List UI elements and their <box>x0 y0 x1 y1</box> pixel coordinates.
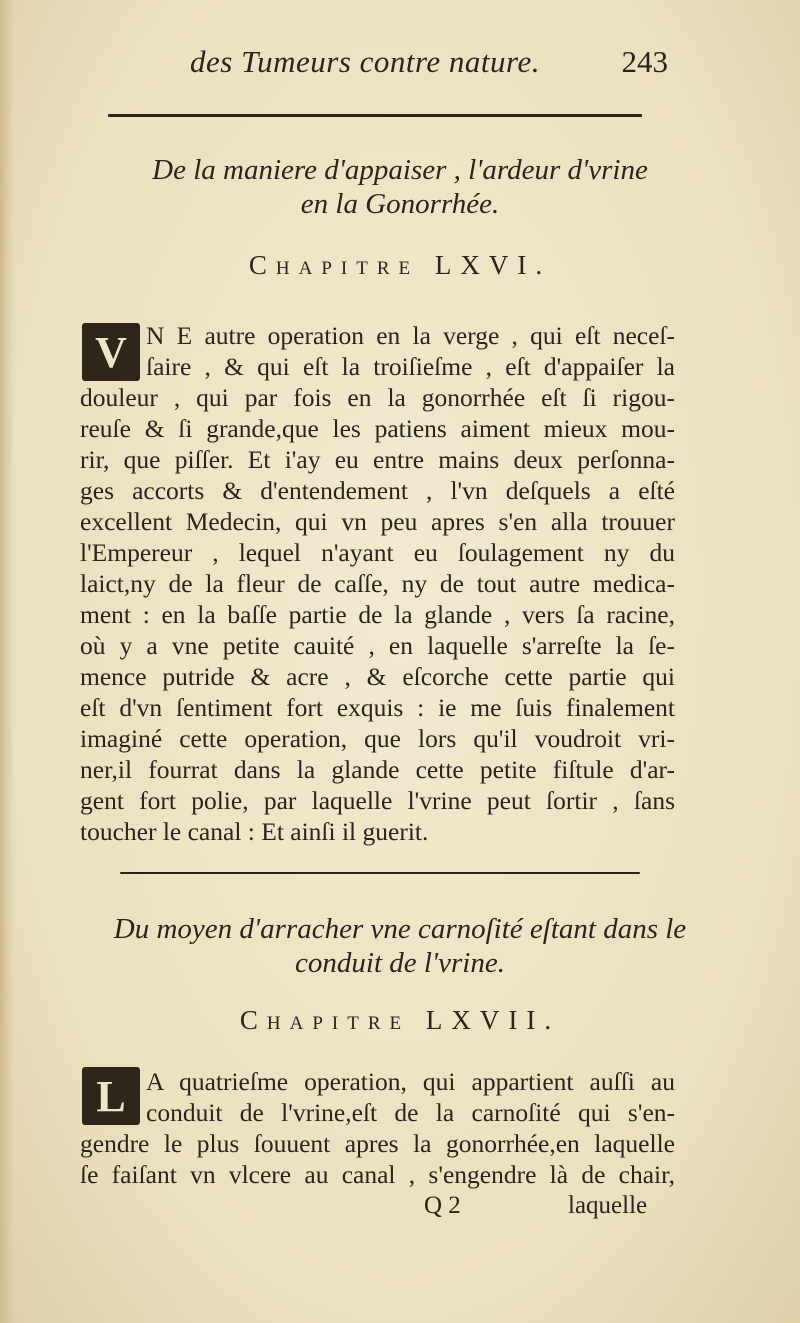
section-heading-1-line2: en la Gonorrhée. <box>300 188 500 220</box>
text-line: reuſe & ſi grande,que les patiens aiment mieux mou- <box>80 414 675 443</box>
text-line: toucher le canal : Et ainſi il guerit. <box>80 817 429 846</box>
header-rule <box>108 114 642 117</box>
decorated-initial-1-letter: V <box>95 327 127 377</box>
text-line: conduit de l'vrine,eſt de la carnoſité qui s'en- <box>146 1098 675 1127</box>
text-line: ſe faiſant vn vlcere au canal , s'engendre là de chair, <box>80 1160 675 1189</box>
section-heading-2-line1: Du moyen d'arracher vne carnoſité eſtant dans le <box>113 913 687 945</box>
text-line: A quatrieſme operation, qui appartient auſſi au <box>146 1067 675 1096</box>
section-heading-2 <box>80 912 720 980</box>
chapter-title-1: Chapitre LXVI. <box>248 250 552 280</box>
text-line: mence putride & acre , & eſcorche cette partie qui <box>80 662 675 691</box>
text-line: ment : en la baſſe partie de la glande , vers ſa racine, <box>80 600 675 629</box>
decorated-initial-2-letter: L <box>96 1071 126 1121</box>
text-line: laict,ny de la fleur de caſſe, ny de tout autre medica- <box>80 569 675 598</box>
section-heading-2-line2: conduit de l'vrine. <box>295 947 505 979</box>
text-line: douleur , qui par fois en la gonorrhée eſt ſi rigou- <box>80 383 675 412</box>
text-line: l'Empereur , lequel n'ayant eu ſoulagement ny du <box>80 538 675 567</box>
text-line: gendre le plus ſouuent apres la gonorrhée,en laquelle <box>80 1129 675 1158</box>
running-head <box>190 44 690 84</box>
text-line: N E autre operation en la verge , qui eſt neceſ- <box>146 321 675 350</box>
catchword: laquelle <box>568 1192 648 1219</box>
text-line: ges accorts & d'entendement , l'vn deſquels a eſté <box>80 476 675 505</box>
section-divider-rule <box>120 872 640 874</box>
section-heading-1-line1: De la maniere d'appaiser , l'ardeur d'vrine <box>152 154 648 186</box>
chapter-2-text <box>80 1066 675 1190</box>
chapter-title-2: Chapitre LXVII. <box>239 1005 561 1035</box>
page-number: 243 <box>621 44 668 79</box>
text-line: ner,il fourrat dans la glande cette petite fiſtule d'ar- <box>80 755 675 784</box>
text-line: imaginé cette operation, que lors qu'il voudroit vri- <box>80 724 675 753</box>
text-line: excellent Medecin, qui vn peu apres s'en alla trouuer <box>80 507 675 536</box>
text-line: où y a vne petite cauité , en laquelle s'arreſte la ſe- <box>80 631 675 660</box>
chapter-1-text <box>80 320 675 847</box>
text-line: rir, que piſſer. Et i'ay eu entre mains deux perſonna- <box>80 445 675 474</box>
section-heading-1 <box>80 153 720 221</box>
signature-mark: Q 2 <box>424 1192 461 1219</box>
text-line: ſaire , & qui eſt la troiſieſme , eſt d'appaiſer la <box>146 352 675 381</box>
text-line: eſt d'vn ſentiment fort exquis : ie me ſuis finalement <box>80 693 675 722</box>
running-title: des Tumeurs contre nature. <box>190 44 540 79</box>
text-line: gent fort polie, par laquelle l'vrine peut ſortir , ſans <box>80 786 675 815</box>
